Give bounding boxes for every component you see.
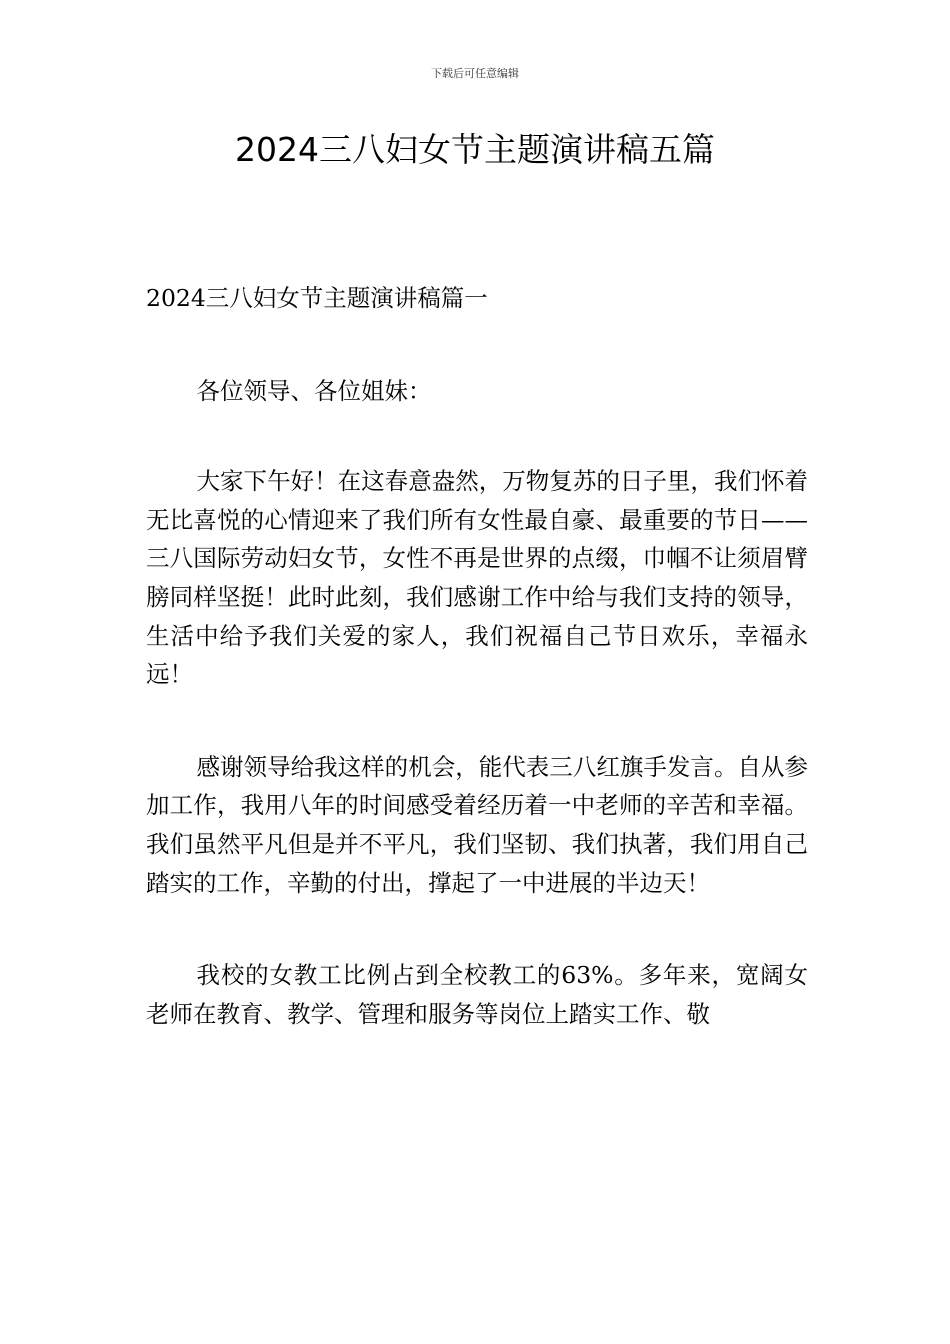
document-title: 2024三八妇女节主题演讲稿五篇 xyxy=(235,130,715,169)
body-paragraph: 感谢领导给我这样的机会，能代表三八红旗手发言。自从参加工作，我用八年的时间感受着经历着一中老师的辛苦和幸福。我们虽然平凡但是并不平凡，我们坚韧、我们执著，我们用自己踏实的工作，辛勤的付出，撑起了一中进展的半边天！ xyxy=(146,752,808,897)
salutation-paragraph: 各位领导、各位姐妹： xyxy=(196,376,432,405)
header-note: 下载后可任意编辑 xyxy=(431,67,519,80)
body-paragraph: 大家下午好！在这春意盎然，万物复苏的日子里，我们怀着无比喜悦的心情迎来了我们所有女性最自豪、最重要的节日——三八国际劳动妇女节，女性不再是世界的点缀，巾帼不让须眉臂膀同样坚挺！此时此刻，我们感谢工作中给与我们支持的领导，生活中给予我们关爱的家人，我们祝福自己节日欢乐，幸福永远！ xyxy=(146,467,808,689)
body-paragraph: 我校的女教工比例占到全校教工的63%。多年来，宽阔女老师在教育、教学、管理和服务等岗位上踏实工作、敬 xyxy=(146,961,808,1028)
document-body xyxy=(146,279,808,1087)
section-heading: 2024三八妇女节主题演讲稿篇一 xyxy=(146,284,488,312)
